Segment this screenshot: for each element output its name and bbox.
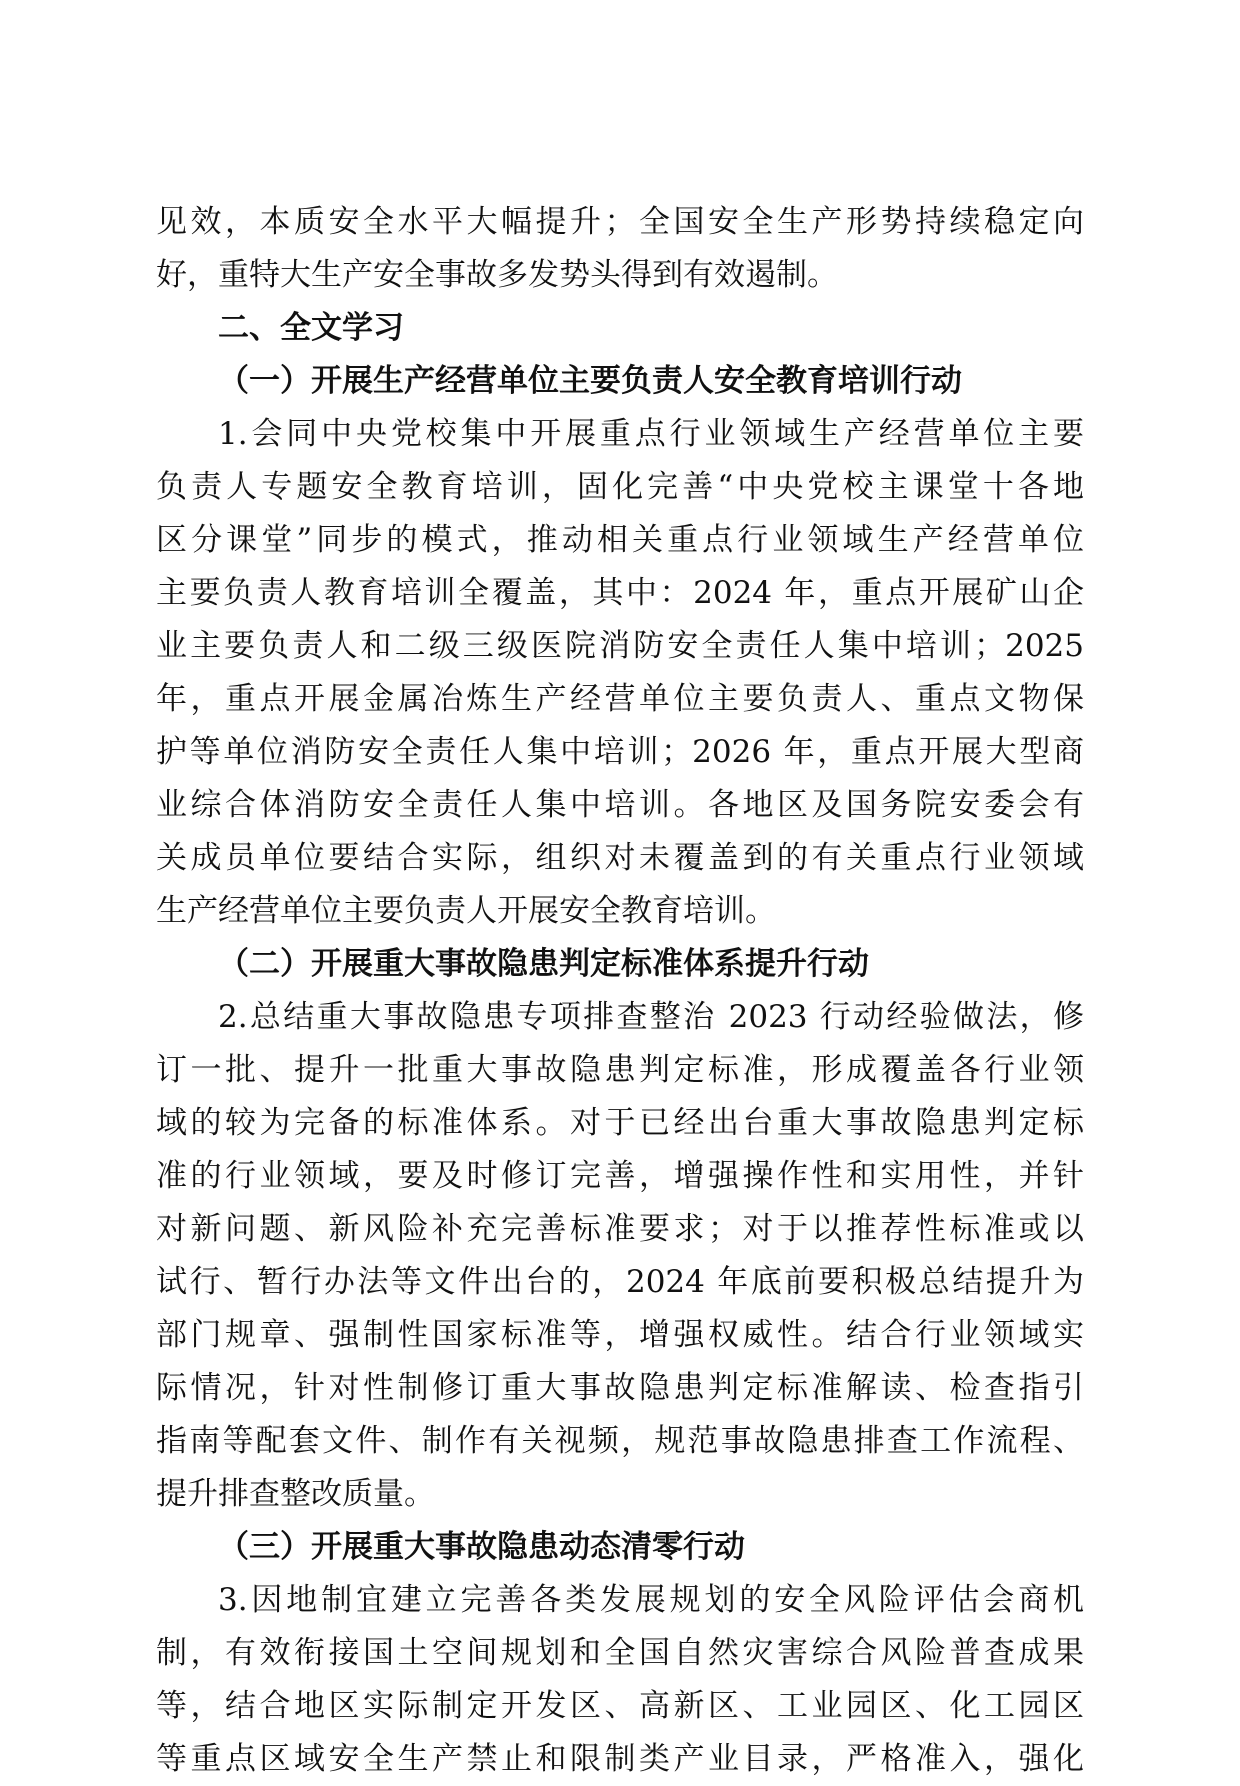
text-line: 年，重点开展金属冶炼生产经营单位主要负责人、重点文物保 (156, 681, 1084, 717)
text-line: 主要负责人教育培训全覆盖，其中：2024 年，重点开展矿山企 (156, 575, 1084, 611)
text-line: 际情况，针对性制修订重大事故隐患判定标准解读、检查指引 (156, 1370, 1084, 1406)
text-line: 2.总结重大事故隐患专项排查整治 2023 行动经验做法，修 (218, 999, 1084, 1035)
text-line: 业综合体消防安全责任人集中培训。各地区及国务院安委会有 (156, 787, 1084, 823)
text-line: 关成员单位要结合实际，组织对未覆盖到的有关重点行业领域 (156, 840, 1084, 876)
subsection-heading: （二）开展重大事故隐患判定标准体系提升行动 (218, 946, 869, 982)
text-line: 好，重特大生产安全事故多发势头得到有效遏制。 (156, 257, 838, 293)
text-line: 指南等配套文件、制作有关视频，规范事故隐患排查工作流程、 (156, 1423, 1084, 1459)
text-line: 生产经营单位主要负责人开展安全教育培训。 (156, 893, 776, 929)
text-line: 准的行业领域，要及时修订完善，增强操作性和实用性，并针 (156, 1158, 1084, 1194)
subsection-heading: （三）开展重大事故隐患动态清零行动 (218, 1529, 745, 1565)
text-line: 见效，本质安全水平大幅提升；全国安全生产形势持续稳定向 (156, 204, 1084, 240)
text-line: 部门规章、强制性国家标准等，增强权威性。结合行业领域实 (156, 1317, 1084, 1353)
text-line: 制，有效衔接国土空间规划和全国自然灾害综合风险普查成果 (156, 1635, 1084, 1671)
text-line: 提升排查整改质量。 (156, 1476, 435, 1512)
text-line: 等重点区域安全生产禁止和限制类产业目录，严格准入，强化 (156, 1741, 1084, 1777)
text-line: 等，结合地区实际制定开发区、高新区、工业园区、化工园区 (156, 1688, 1084, 1724)
subsection-heading: （一）开展生产经营单位主要负责人安全教育培训行动 (218, 363, 962, 399)
paragraph-item-2 (156, 991, 1084, 1521)
paragraph-item-3 (156, 1574, 1084, 1786)
paragraph-item-1 (156, 408, 1084, 938)
paragraph-continuation (156, 196, 1084, 302)
text-line: 护等单位消防安全责任人集中培训；2026 年，重点开展大型商 (156, 734, 1084, 770)
text-line: 3.因地制宜建立完善各类发展规划的安全风险评估会商机 (218, 1582, 1084, 1618)
text-line: 试行、暂行办法等文件出台的，2024 年底前要积极总结提升为 (156, 1264, 1084, 1300)
text-line: 1.会同中央党校集中开展重点行业领域生产经营单位主要 (218, 416, 1084, 452)
section-heading: 二、全文学习 (218, 310, 404, 346)
text-line: 区分课堂”同步的模式，推动相关重点行业领域生产经营单位 (156, 522, 1084, 558)
text-line: 负责人专题安全教育培训，固化完善“中央党校主课堂十各地 (156, 469, 1084, 505)
text-line: 业主要负责人和二级三级医院消防安全责任人集中培训；2025 (156, 628, 1084, 664)
text-line: 对新问题、新风险补充完善标准要求；对于以推荐性标准或以 (156, 1211, 1084, 1247)
text-line: 订一批、提升一批重大事故隐患判定标准，形成覆盖各行业领 (156, 1052, 1084, 1088)
document-body (156, 196, 1084, 1786)
text-line: 域的较为完备的标准体系。对于已经出台重大事故隐患判定标 (156, 1105, 1084, 1141)
